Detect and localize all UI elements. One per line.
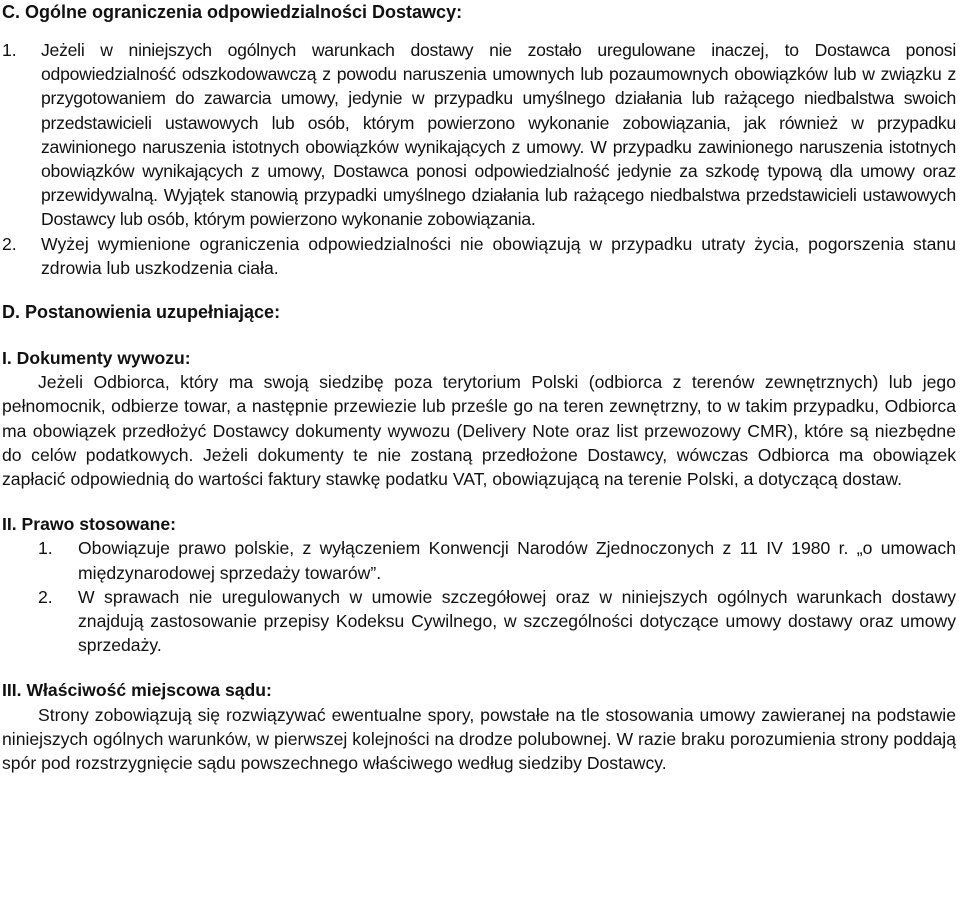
subsection-i-heading bbox=[2, 346, 956, 370]
section-d-heading: D. Postanowienia uzupełniające: bbox=[2, 302, 281, 323]
list-item bbox=[2, 536, 956, 584]
subsection-iii-heading bbox=[2, 678, 956, 702]
subsection-ii-list bbox=[2, 536, 956, 657]
subsection-ii-title: II. Prawo stosowane: bbox=[2, 514, 177, 535]
section-c-list bbox=[2, 38, 956, 280]
section-c-heading: C. Ogólne ograniczenia odpowiedzialności Dostawcy: bbox=[2, 2, 463, 22]
list-item-text: Jeżeli w niniejszych ogólnych warunkach dostawy nie zostało uregulowane inaczej, to Dostawca ponosi odpowiedzialność odszkodowawczą z powodu naruszenia umownych lub pozaumownych obowiązków lub w związku z przygotowaniem do zawarcia umowy, jedynie w przypadku umyślnego działania lub rażącego niedbalstwa swoich przedstawicieli ustawowych lub osób, którym powierzono wykonanie zobowiązania, jak również w przypadku zawinionego naruszenia istotnych obowiązków wynikających z umowy. W przypadku zawinionego naruszenia istotnych obowiązków wynikających z umowy, Dostawca ponosi odpowiedzialność jedynie za szkodę typową dla umowy oraz przewidywalną. Wyjątek stanowią przypadki umyślnego działania lub rażącego niedbalstwa przedstawicieli ustawowych Dostawcy lub osób, którym powierzono wykonanie zobowiązania. bbox=[41, 40, 956, 230]
subsection-iii-title: III. Właściwość miejscowa sądu: bbox=[2, 680, 272, 701]
subsection-i-text: Jeżeli Odbiorca, który ma swoją siedzibę poza terytorium Polski (odbiorca z terenów zewnętrznych) lub jego pełnomocnik, odbierze towar, a następnie przewiezie lub prześle go na teren zewnętrzny, to w takim przypadku, Odbiorca ma obowiązek przedłożyć Dostawcy dokumenty wywozu (Delivery Note oraz list przewozowy CMR), które są niezbędne do celów podatkowych. Jeżeli dokumenty te nie zostaną przedłożone Dostawcy, wówczas Odbiorca ma obowiązek zapłacić odpowiednią do wartości faktury stawkę podatku VAT, obowiązującą na terenie Polski, a dotyczącą dostaw. bbox=[2, 372, 956, 490]
list-item bbox=[2, 232, 956, 280]
list-item-number: 2. bbox=[38, 586, 53, 607]
list-item bbox=[2, 38, 956, 232]
subsection-ii-heading bbox=[2, 512, 956, 536]
list-item-text: Obowiązuje prawo polskie, z wyłączeniem Konwencji Narodów Zjednoczonych z 11 IV 1980 r. „o umowach międzynarodowej sprzedaży towarów”. bbox=[78, 538, 956, 583]
list-item bbox=[2, 585, 956, 658]
list-item-number: 2. bbox=[2, 233, 17, 254]
list-item-text: Wyżej wymienione ograniczenia odpowiedzialności nie obowiązują w przypadku utraty życia, pogorszenia stanu zdrowia lub uszkodzenia ciała. bbox=[41, 233, 956, 278]
list-item-number: 1. bbox=[38, 538, 53, 559]
subsection-i-title: I. Dokumenty wywozu: bbox=[2, 348, 191, 369]
list-item-text: W sprawach nie uregulowanych w umowie szczegółowej oraz w niniejszych ogólnych warunkach dostawy znajdują zastosowanie przepisy Kodeksu Cywilnego, w szczególności dotyczące umowy dostawy oraz umowy sprzedaży. bbox=[78, 586, 956, 656]
subsection-iii-text: Strony zobowiązują się rozwiązywać ewentualne spory, powstałe na tle stosowania umowy zawieranej na podstawie niniejszych ogólnych warunków, w pierwszej kolejności na drodze polubownej. W razie braku porozumienia strony poddają spór pod rozstrzygnięcie sądu powszechnego właściwego według siedziby Dostawcy. bbox=[2, 704, 956, 774]
list-item-number: 1. bbox=[2, 40, 17, 60]
subsection-i bbox=[2, 346, 956, 491]
subsection-ii bbox=[2, 512, 956, 657]
subsection-iii bbox=[2, 678, 956, 775]
